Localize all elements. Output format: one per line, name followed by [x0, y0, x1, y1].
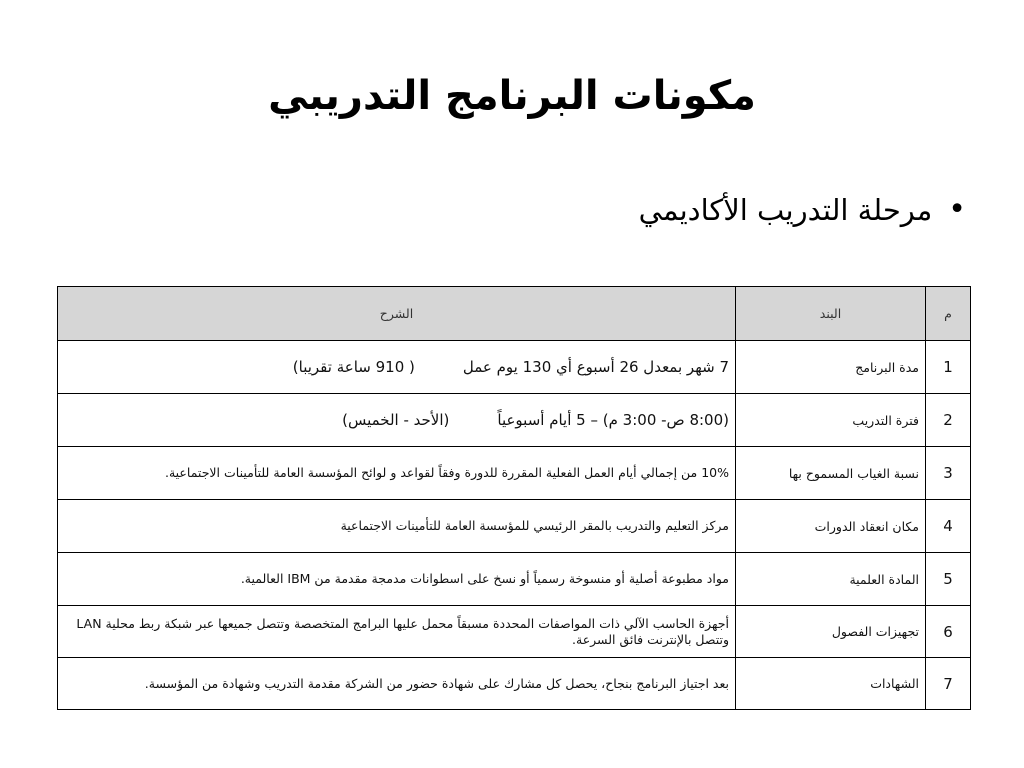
table-row — [58, 394, 971, 447]
row-num: 6 — [926, 606, 971, 658]
row-item: مكان انعقاد الدورات — [736, 500, 926, 553]
slide-title: مكونات البرنامج التدريبي — [268, 73, 756, 119]
row-item: الشهادات — [736, 658, 926, 710]
row-desc: مركز التعليم والتدريب بالمقر الرئيسي للمؤسسة العامة للتأمينات الاجتماعية — [58, 500, 736, 553]
row-item: مدة البرنامج — [736, 341, 926, 394]
row-num: 7 — [926, 658, 971, 710]
row-desc-part-b: (الأحد - الخميس) — [342, 411, 450, 429]
table-row — [58, 447, 971, 500]
row-item: نسبة الغياب المسموح بها — [736, 447, 926, 500]
table-row — [58, 500, 971, 553]
row-num: 3 — [926, 447, 971, 500]
row-desc — [58, 394, 736, 447]
table-header-row — [58, 287, 971, 341]
row-num: 1 — [926, 341, 971, 394]
table-row — [58, 606, 971, 658]
row-desc: 10% من إجمالي أيام العمل الفعلية المقررة للدورة وفقاً لقواعد و لوائح المؤسسة العامة للتأمينات الاجتماعية. — [58, 447, 736, 500]
row-desc-part-b: ( 910 ساعة تقريبا) — [292, 358, 415, 376]
row-desc-part-a: 7 شهر بمعدل 26 أسبوع أي 130 يوم عمل — [462, 358, 729, 376]
row-desc-part-a: (8:00 ص- 3:00 م) – 5 أيام أسبوعياً — [497, 411, 729, 429]
table-row — [58, 553, 971, 606]
header-num: م — [926, 287, 971, 341]
row-desc: بعد اجتياز البرنامج بنجاح، يحصل كل مشارك على شهادة حضور من الشركة مقدمة التدريب وشهادة من المؤسسة. — [58, 658, 736, 710]
table-row — [58, 341, 971, 394]
row-num: 2 — [926, 394, 971, 447]
row-desc — [58, 341, 736, 394]
table-row — [58, 658, 971, 710]
row-item: تجهيزات الفصول — [736, 606, 926, 658]
bullet-dot-icon: • — [948, 192, 966, 227]
row-item: المادة العلمية — [736, 553, 926, 606]
bullet-text: مرحلة التدريب الأكاديمي — [638, 193, 933, 227]
row-num: 4 — [926, 500, 971, 553]
program-table — [57, 286, 971, 710]
bullet-item — [639, 188, 966, 232]
row-desc: أجهزة الحاسب الآلي ذات المواصفات المحددة مسبقاً محمل عليها البرامج المتخصصة وتتصل جميعها عبر شبكة ربط محلية LAN وتتصل بالإنترنت فائق السرعة. — [58, 606, 736, 658]
row-num: 5 — [926, 553, 971, 606]
row-desc: مواد مطبوعة أصلية أو منسوخة رسمياً أو نسخ على اسطوانات مدمجة مقدمة من IBM العالمية. — [58, 553, 736, 606]
header-item: البند — [736, 287, 926, 341]
header-desc: الشرح — [58, 287, 736, 341]
row-item: فترة التدريب — [736, 394, 926, 447]
